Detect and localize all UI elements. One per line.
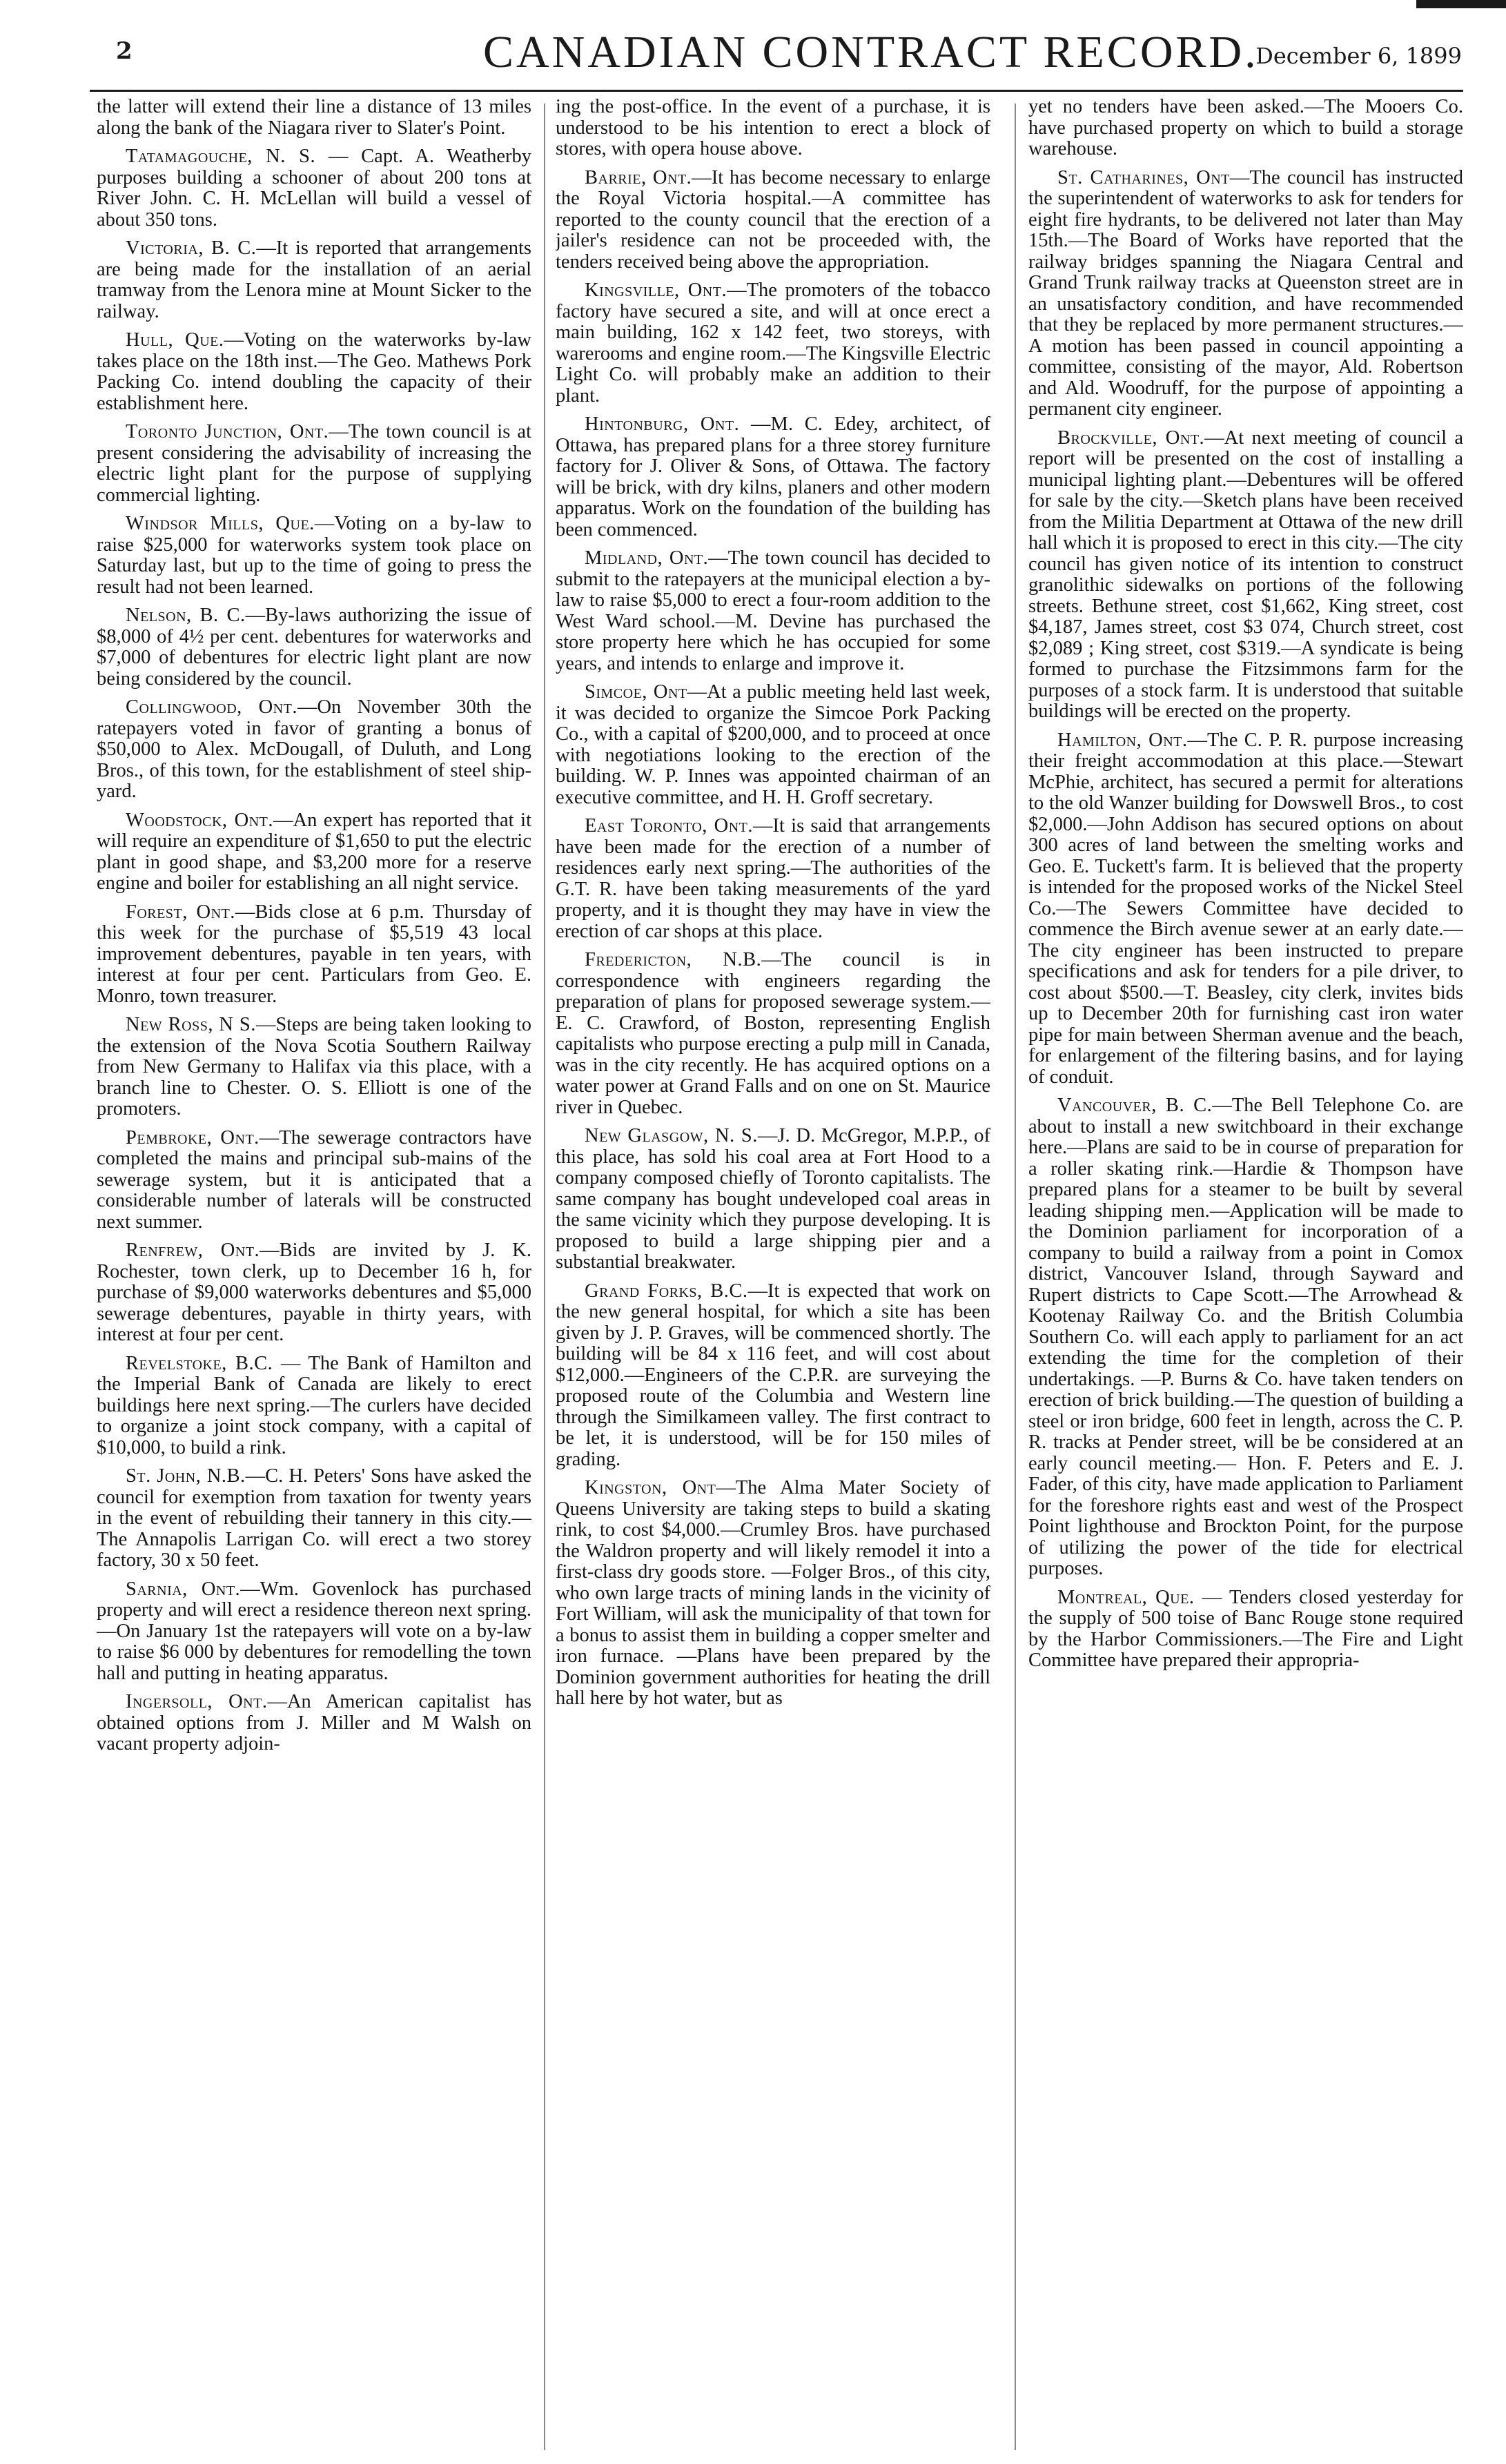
news-item bbox=[97, 1466, 531, 1572]
issue-date: December 6, 1899 bbox=[1255, 43, 1462, 69]
news-item bbox=[97, 902, 531, 1008]
news-text: —Bids are invited by J. K. Rochester, town clerk, up to December 16 h, for purchase of $9,000 waterworks debentures and $5,000 sewerage debentures, payable in thirty years, with interest at four per cent. bbox=[97, 1240, 531, 1345]
dateline: Brockville, Ont. bbox=[1057, 427, 1205, 449]
news-text: —J. D. McGregor, M.P.P., of this place, has sold his coal area at Fort Hood to a company composed chiefly of Toronto capitalists. The same company has bought undeveloped coal areas in the same vicinity which they purpose developing. It is proposed to build a large shipping pier and a substantial breakwater. bbox=[556, 1125, 990, 1273]
dateline: New Glasgow, N. S. bbox=[585, 1125, 758, 1146]
news-item bbox=[1028, 168, 1463, 420]
dateline: Ingersoll, Ont. bbox=[126, 1691, 268, 1712]
news-text: —Voting on a by-law to raise $25,000 for waterworks system took place on Saturday last, but up to the time of going to press the result had not been learned. bbox=[97, 513, 531, 598]
dateline: Simcoe, Ont bbox=[585, 681, 687, 703]
news-text: —It is expected that work on the new general hospital, for which a site has been given by J. P. Graves, will be commenced shortly. The building will be 84 x 116 feet, and will cost about $12,000.—Engineers of the C.P.R. are surveying the proposed route of the Columbia and Western line through the Similkameen valley. The first contract to be let, it is understood, will be for 150 miles of grading. bbox=[556, 1280, 990, 1470]
news-text: — The Bank of Hamilton and the Imperial Bank of Canada are likely to erect buildings here next spring.—The curlers have decided to organize a joint stock company, with a capital of $10,000, to build a rink. bbox=[97, 1352, 531, 1458]
news-item bbox=[97, 1015, 531, 1120]
dateline: Victoria, B. C. bbox=[126, 237, 257, 259]
dateline: Kingsville, Ont. bbox=[585, 280, 727, 301]
news-item bbox=[97, 1353, 531, 1459]
news-text: —Wm. Govenlock has purchased property and will erect a residence thereon next spring.—On January 1st the ratepayers will vote on a by-law to raise $6 000 by debentures for remodelling the town hall and putting in heating apparatus. bbox=[97, 1578, 531, 1684]
dateline: Hull, Que. bbox=[126, 329, 224, 351]
page-number: 2 bbox=[116, 37, 133, 65]
dateline: Windsor Mills, Que. bbox=[126, 513, 315, 534]
news-text: —An expert has reported that it will require an expenditure of $1,650 to put the electric plant in good shape, and $3,200 more for a reserve engine and boiler for establishing an all night service. bbox=[97, 809, 531, 894]
news-item bbox=[97, 514, 531, 598]
news-item bbox=[556, 1126, 990, 1273]
dateline: New Ross, N S. bbox=[126, 1014, 256, 1035]
news-item bbox=[97, 330, 531, 414]
news-item bbox=[556, 1281, 990, 1471]
dateline: Sarnia, Ont. bbox=[126, 1578, 241, 1600]
news-item bbox=[97, 1128, 531, 1233]
news-text: —The council has instructed the superintendent of waterworks to ask for tenders for eight fire hydrants, to be delivered not later than May 15th.—The Board of Works have reported that the railway bridges spanning the Niagara Central and Grand Trunk railway tracks at Queenston street are in an unsatisfactory condition, and have recommended that they be replaced by more permanent structures.—A motion has been passed in council appointing a committee, consisting of the mayor, Ald. Robertson and Ald. Woodruff, for the purpose of appointing a permanent city engineer. bbox=[1028, 166, 1463, 420]
dateline: Montreal, Que. bbox=[1057, 1586, 1195, 1608]
news-item bbox=[556, 950, 990, 1118]
dateline: Forest, Ont. bbox=[126, 901, 235, 923]
news-item bbox=[97, 1692, 531, 1755]
news-text: —The sewerage contractors have completed the mains and principal sub-mains of the sewerage system, but it is anticipated that a considerable number of laterals will be constructed next summer. bbox=[97, 1126, 531, 1233]
column-divider bbox=[1015, 104, 1016, 2450]
dateline: Hamilton, Ont. bbox=[1057, 729, 1188, 751]
news-item bbox=[97, 1240, 531, 1346]
news-text: —It is reported that arrangements are being made for the installation of an aerial tramway from the Lenora mine at Mount Sicker to the railway. bbox=[97, 237, 531, 322]
news-text: —On November 30th the ratepayers voted in favor of granting a bonus of $50,000 to Alex. McDougall, of Duluth, and Long Bros., of this town, for the establishment of steel ship-yard. bbox=[97, 696, 531, 802]
news-item bbox=[97, 810, 531, 894]
news-item bbox=[556, 682, 990, 808]
news-text: —The C. P. R. purpose increasing their freight accommodation at this place.—Stewart McPhie, architect, has secured a permit for alterations to the old Wanzer building for Dowswell Bros., to cost $2,000.—John Addison has secured options on about 300 acres of land between the smelting works and Geo. E. Tuckett's farm. It is believed that the property is intended for the proposed works of the Nickel Steel Co.—The Sewers Committee have decided to commence the Birch avenue sewer at an early date.—The city engineer has been instructed to prepare specifications and ask for tenders for a pile driver, to cost about $500.—T. Beasley, city clerk, invites bids up to December 20th for furnishing cast iron water pipe for main between Sherman avenue and the beach, for enlargement of the filtering basins, and for laying of conduit. bbox=[1028, 729, 1463, 1088]
column-divider bbox=[544, 104, 545, 2450]
dateline: Pembroke, Ont. bbox=[126, 1126, 260, 1148]
news-item bbox=[556, 414, 990, 540]
news-item bbox=[1028, 730, 1463, 1088]
news-text: —By-laws authorizing the issue of $8,000 of 4½ per cent. debentures for waterworks and $7,000 of debentures for electric light plant are now being considered by the council. bbox=[97, 605, 531, 690]
column-2 bbox=[556, 97, 990, 2450]
news-item bbox=[556, 280, 990, 407]
dateline: Tatamagouche, N. S. bbox=[126, 146, 316, 167]
news-item bbox=[1028, 428, 1463, 723]
header-rule bbox=[90, 90, 1463, 92]
news-text: —The Bell Telephone Co. are about to install a new switchboard in their exchange here.—Plans are said to be in course of preparation for a roller skating rink.—Hardie & Thompson have prepared plans for a steamer to be built by several leading shipping men.—Application will be made to the Dominion parliament for incorporation of a company to build a railway from a point in Comox district, Vancouver Island, through Sayward and Rupert districts to Cape Scott.—The Arrowhead & Kootenay Railway Co. and the British Columbia Southern Co. will each apply to parliament for an act extending the time for the completion of their undertakings. —P. Burns & Co. have taken tenders on erection of brick building.—The question of building a steel or iron bridge, 600 feet in length, across the C. P. R. tracks at Pender street, will be be considered at an early council meeting.— Hon. F. Peters and E. J. Fader, of this city, have made application to Parliament for the foreshore rights east and west of the Prospect Point lighthouse and Brockton Point, for the purpose of utilizing the power of the tide for electrical purposes. bbox=[1028, 1095, 1463, 1579]
news-text: —The Alma Mater Society of Queens University are taking steps to build a skating rink, to cost $4,000.—Crumley Bros. have purchased the Waldron property and will likely remodel it into a first-class dry goods store. —Folger Bros., of this city, who own large tracts of mining lands in the vicinity of Fort William, will ask the municipality of that town for a bonus to assist them in building a copper smelter and iron furnace. —Plans have been prepared by the Dominion government authorities for heating the drill hall here by hot water, but as bbox=[556, 1477, 990, 1709]
dateline: Kingston, Ont bbox=[585, 1477, 716, 1498]
corner-ink-mark bbox=[1416, 0, 1506, 8]
news-text: —M. C. Edey, architect, of Ottawa, has prepared plans for a three storey furniture factory for J. Oliver & Sons, of Ottawa. The factory will be brick, with dry kilns, planers and other modern apparatus. Work on the foundation of the building has been commenced. bbox=[556, 413, 990, 540]
news-item bbox=[556, 168, 990, 273]
dateline: Collingwood, Ont. bbox=[126, 696, 297, 718]
news-text: —An American capitalist has obtained options from J. Miller and M Walsh on vacant property adjoin- bbox=[97, 1691, 531, 1754]
dateline: Fredericton, N.B. bbox=[585, 949, 762, 970]
news-text: —At next meeting of council a report will be presented on the cost of installing a municipal lighting plant.—Debentures will be offered for sale by the city.—Sketch plans have been received from the Militia Department at Ottawa of the new drill hall which it is proposed to erect in this city.—The city council has given notice of its intention to construct granolithic sidewalks on portions of the following streets. Bethune street, cost $1,662, King street, cost $4,187, James street, cost $3 074, Church street, cost $2,089 ; King street, cost $319.—A syndicate is being formed to purchase the Fitzsimmons farm for the purposes of a stock farm. It is understood that suitable buildings will be erected on the property. bbox=[1028, 427, 1463, 722]
news-text: —The council is in correspondence with engineers regarding the preparation of plans for proposed sewerage system.— E. C. Crawford, of Boston, representing English capitalists who purpose erecting a pulp mill in Canada, was in the city recently. He has acquired options on a water power at Grand Falls and on one on St. Maurice river in Quebec. bbox=[556, 949, 990, 1118]
dateline: Barrie, Ont. bbox=[585, 166, 692, 188]
news-text: — Capt. A. Weatherby purposes building a schooner of about 200 tons at River John. C. H. McLellan will build a vessel of about 350 tons. bbox=[97, 146, 531, 231]
dateline: St. Catharines, Ont bbox=[1057, 166, 1230, 188]
news-text: —The promoters of the tobacco factory have secured a site, and will at once erect a main building, 162 x 142 feet, two storeys, with warerooms and engine room.—The Kingsville Electric Light Co. will probably make an addition to their plant. bbox=[556, 280, 990, 407]
dateline: East Toronto, Ont. bbox=[585, 815, 754, 837]
dateline: Vancouver, B. C. bbox=[1057, 1095, 1213, 1116]
dateline: Revelstoke, B.C. bbox=[126, 1352, 273, 1374]
news-item bbox=[1028, 1095, 1463, 1580]
news-text: the latter will extend their line a distance of 13 miles along the bank of the Niagara river to Slater's Point. bbox=[97, 97, 531, 139]
news-text: —It has become necessary to enlarge the Royal Victoria hospital.—A committee has reported to the county council that the erection of a jailer's residence can not be proceeded with, the tenders received being above the appropriation. bbox=[556, 166, 990, 273]
news-item bbox=[97, 238, 531, 322]
news-text: —C. H. Peters' Sons have asked the council for exemption from taxation for twenty years in the event of rebuilding their tannery in this city.—The Annapolis Larrigan Co. will erect a two storey factory, 30 x 50 feet. bbox=[97, 1465, 531, 1571]
news-text: —At a public meeting held last week, it was decided to organize the Simcoe Pork Packing Co., with a capital of $200,000, and to proceed at once with negotiations looking to the erection of the building. W. P. Innes was appointed chairman of an executive committee, and H. H. Groff secretary. bbox=[556, 681, 990, 808]
column-3 bbox=[1028, 97, 1463, 2450]
news-text: —Bids close at 6 p.m. Thursday of this week for the purchase of $5,519 43 local improvement debentures, payable in ten years, with interest at four per cent. Particulars from Geo. E. Monro, town treasurer. bbox=[97, 901, 531, 1007]
news-item bbox=[97, 97, 531, 139]
dateline: St. John, N.B. bbox=[126, 1465, 246, 1487]
dateline: Nelson, B. C. bbox=[126, 605, 246, 626]
news-item bbox=[97, 605, 531, 690]
news-text: —The town council has decided to submit to the ratepayers at the municipal election a by-law to raise $5,000 to erect a four-room addition to the West Ward school.—M. Devine has purchased the store property here which he has occupied for some years, and intends to enlarge and improve it. bbox=[556, 547, 990, 674]
news-text: — Tenders closed yesterday for the supply of 500 toise of Banc Rouge stone required by the Harbor Commissioners.—The Fire and Light Committee have prepared their appropria- bbox=[1028, 1586, 1463, 1671]
news-item bbox=[556, 97, 990, 160]
dateline: Woodstock, Ont. bbox=[126, 809, 274, 831]
dateline: Toronto Junction, Ont. bbox=[126, 421, 329, 442]
news-item bbox=[97, 146, 531, 231]
dateline: Midland, Ont. bbox=[585, 547, 709, 569]
masthead-title: CANADIAN CONTRACT RECORD. bbox=[483, 27, 1259, 77]
news-text: yet no tenders have been asked.—The Mooers Co. have purchased property on which to build a storage warehouse. bbox=[1028, 97, 1463, 159]
news-text: —Voting on the waterworks by-law takes place on the 18th inst.—The Geo. Mathews Pork Packing Co. intend doubling the capacity of their establishment here. bbox=[97, 329, 531, 414]
news-item bbox=[556, 816, 990, 942]
news-text: —Steps are being taken looking to the extension of the Nova Scotia Southern Railway from New Germany to Halifax via this place, with a branch line to Chester. O. S. Elliott is one of the promoters. bbox=[97, 1014, 531, 1119]
news-item bbox=[97, 422, 531, 506]
news-item bbox=[97, 697, 531, 803]
news-text: ing the post-office. In the event of a purchase, it is understood to be his intention to erect a block of stores, with opera house above. bbox=[556, 97, 990, 159]
news-item bbox=[1028, 1587, 1463, 1672]
news-text: —It is said that arrangements have been made for the erection of a number of residences early next spring.—The authorities of the G.T. R. have been taking measurements of the yard property, and it is thought they may have in view the erection of car shops at this place. bbox=[556, 815, 990, 942]
dateline: Hintonburg, Ont. bbox=[585, 413, 740, 435]
dateline: Renfrew, Ont. bbox=[126, 1240, 260, 1261]
news-item bbox=[97, 1579, 531, 1685]
dateline: Grand Forks, B.C. bbox=[585, 1280, 748, 1302]
news-text: —The town council is at present considering the advisability of increasing the electric light plant for the purpose of supplying commercial lighting. bbox=[97, 421, 531, 506]
news-item bbox=[1028, 97, 1463, 160]
news-item bbox=[556, 548, 990, 674]
column-1 bbox=[97, 97, 531, 2450]
news-item bbox=[556, 1478, 990, 1710]
